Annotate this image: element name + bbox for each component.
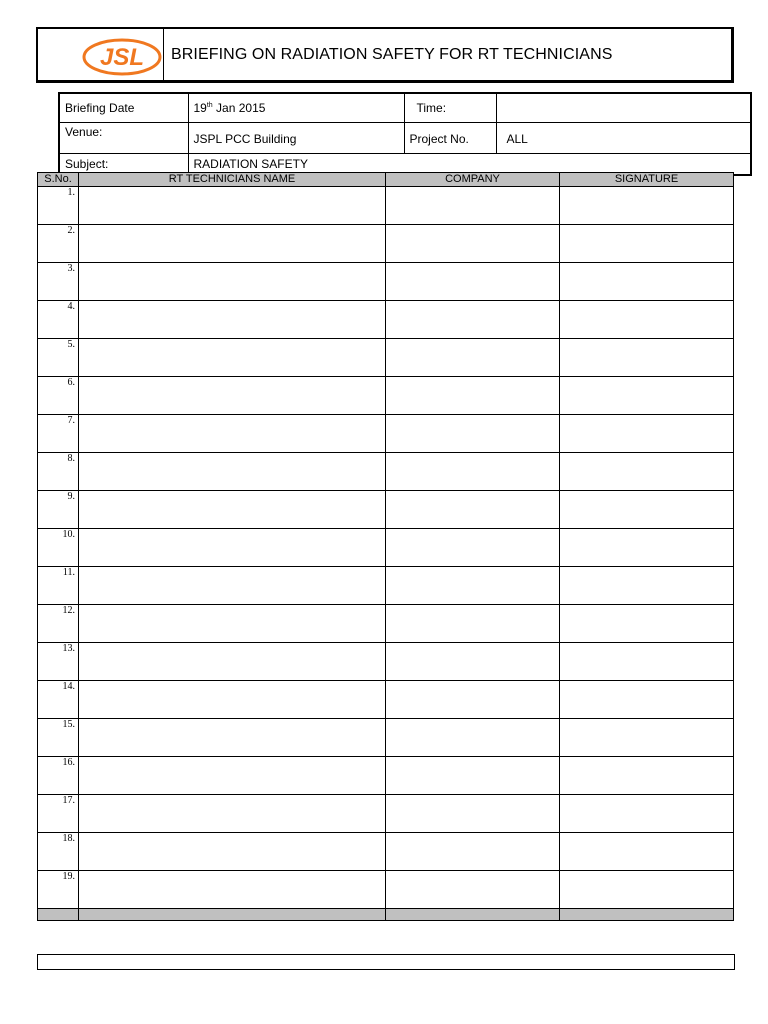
company-cell[interactable] xyxy=(386,339,560,377)
name-cell[interactable] xyxy=(79,339,386,377)
table-row xyxy=(38,567,734,605)
signature-cell[interactable] xyxy=(560,833,734,871)
company-cell[interactable] xyxy=(386,301,560,339)
company-cell[interactable] xyxy=(386,871,560,909)
name-cell[interactable] xyxy=(79,643,386,681)
signature-cell[interactable] xyxy=(560,263,734,301)
column-header-name: RT TECHNICIANS NAME xyxy=(79,173,386,187)
name-cell[interactable] xyxy=(79,529,386,567)
table-row xyxy=(38,415,734,453)
table-row xyxy=(38,377,734,415)
table-row xyxy=(38,301,734,339)
sno-cell: 6. xyxy=(38,377,79,415)
name-cell[interactable] xyxy=(79,757,386,795)
briefing-info-table xyxy=(58,92,752,176)
table-row xyxy=(38,225,734,263)
company-cell[interactable] xyxy=(386,757,560,795)
table-row xyxy=(38,681,734,719)
venue-label: Venue: xyxy=(59,123,188,154)
sno-cell: 9. xyxy=(38,491,79,529)
table-row xyxy=(38,605,734,643)
name-cell[interactable] xyxy=(79,871,386,909)
name-cell[interactable] xyxy=(79,301,386,339)
page-title: BRIEFING ON RADIATION SAFETY FOR RT TECHNICIANS xyxy=(171,46,613,63)
project-no-value[interactable]: ALL xyxy=(496,123,751,154)
signature-cell[interactable] xyxy=(560,681,734,719)
table-row xyxy=(38,339,734,377)
attendance-table xyxy=(37,172,734,921)
table-row xyxy=(38,263,734,301)
sno-cell: 7. xyxy=(38,415,79,453)
table-header-row xyxy=(38,173,734,187)
name-cell[interactable] xyxy=(79,719,386,757)
sno-cell: 11. xyxy=(38,567,79,605)
table-row xyxy=(38,643,734,681)
footer-box xyxy=(37,954,735,970)
company-cell[interactable] xyxy=(386,833,560,871)
name-cell[interactable] xyxy=(79,491,386,529)
company-cell[interactable] xyxy=(386,567,560,605)
company-cell[interactable] xyxy=(386,605,560,643)
column-header-sno: S.No. xyxy=(38,173,79,187)
name-cell[interactable] xyxy=(79,833,386,871)
company-cell[interactable] xyxy=(386,453,560,491)
company-cell[interactable] xyxy=(386,795,560,833)
sno-cell: 4. xyxy=(38,301,79,339)
name-cell[interactable] xyxy=(79,795,386,833)
company-cell[interactable] xyxy=(386,681,560,719)
footer-cell xyxy=(386,909,560,921)
table-row xyxy=(38,833,734,871)
table-row xyxy=(38,719,734,757)
sno-cell: 15. xyxy=(38,719,79,757)
company-cell[interactable] xyxy=(386,225,560,263)
name-cell[interactable] xyxy=(79,453,386,491)
sno-cell: 8. xyxy=(38,453,79,491)
table-row xyxy=(38,453,734,491)
signature-cell[interactable] xyxy=(560,491,734,529)
footer-cell xyxy=(79,909,386,921)
table-row xyxy=(38,757,734,795)
signature-cell[interactable] xyxy=(560,871,734,909)
sno-cell: 14. xyxy=(38,681,79,719)
sno-cell: 5. xyxy=(38,339,79,377)
name-cell[interactable] xyxy=(79,415,386,453)
sno-cell: 19. xyxy=(38,871,79,909)
name-cell[interactable] xyxy=(79,377,386,415)
logo-cell xyxy=(38,29,164,80)
project-no-label: Project No. xyxy=(404,123,496,154)
name-cell[interactable] xyxy=(79,225,386,263)
sno-cell: 16. xyxy=(38,757,79,795)
sno-cell: 13. xyxy=(38,643,79,681)
signature-cell[interactable] xyxy=(560,605,734,643)
company-cell[interactable] xyxy=(386,263,560,301)
signature-cell[interactable] xyxy=(560,187,734,225)
sno-cell: 10. xyxy=(38,529,79,567)
signature-cell[interactable] xyxy=(560,757,734,795)
table-row xyxy=(38,871,734,909)
company-cell[interactable] xyxy=(386,719,560,757)
table-row xyxy=(38,795,734,833)
subject-label: Subject: xyxy=(59,154,188,176)
signature-cell[interactable] xyxy=(560,453,734,491)
venue-value[interactable]: JSPL PCC Building xyxy=(188,123,404,154)
subject-value[interactable]: RADIATION SAFETY xyxy=(188,154,751,176)
company-cell[interactable] xyxy=(386,377,560,415)
name-cell[interactable] xyxy=(79,263,386,301)
sno-cell: 2. xyxy=(38,225,79,263)
column-header-signature: SIGNATURE xyxy=(560,173,734,187)
table-footer-row xyxy=(38,909,734,921)
signature-cell[interactable] xyxy=(560,225,734,263)
signature-cell[interactable] xyxy=(560,301,734,339)
signature-cell[interactable] xyxy=(560,719,734,757)
name-cell[interactable] xyxy=(79,567,386,605)
footer-cell xyxy=(38,909,79,921)
sno-cell: 1. xyxy=(38,187,79,225)
company-cell[interactable] xyxy=(386,529,560,567)
signature-cell[interactable] xyxy=(560,643,734,681)
footer-cell xyxy=(560,909,734,921)
sno-cell: 3. xyxy=(38,263,79,301)
time-value[interactable] xyxy=(496,93,751,123)
sno-cell: 17. xyxy=(38,795,79,833)
name-cell[interactable] xyxy=(79,681,386,719)
sno-cell: 12. xyxy=(38,605,79,643)
company-cell[interactable] xyxy=(386,491,560,529)
signature-cell[interactable] xyxy=(560,377,734,415)
time-label: Time: xyxy=(404,93,496,123)
table-row xyxy=(38,491,734,529)
company-cell[interactable] xyxy=(386,187,560,225)
company-cell[interactable] xyxy=(386,643,560,681)
signature-cell[interactable] xyxy=(560,415,734,453)
column-header-company: COMPANY xyxy=(386,173,560,187)
jsl-logo xyxy=(81,37,163,77)
signature-cell[interactable] xyxy=(560,339,734,377)
name-cell[interactable] xyxy=(79,187,386,225)
table-row xyxy=(38,187,734,225)
table-row xyxy=(38,529,734,567)
name-cell[interactable] xyxy=(79,605,386,643)
signature-cell[interactable] xyxy=(560,567,734,605)
company-cell[interactable] xyxy=(386,415,560,453)
signature-cell[interactable] xyxy=(560,529,734,567)
sno-cell: 18. xyxy=(38,833,79,871)
signature-cell[interactable] xyxy=(560,795,734,833)
logo-text: JSL xyxy=(99,44,145,71)
briefing-date-value[interactable]: 19th Jan 2015 xyxy=(188,93,404,123)
briefing-date-label: Briefing Date xyxy=(59,93,188,123)
document-header xyxy=(36,27,734,83)
